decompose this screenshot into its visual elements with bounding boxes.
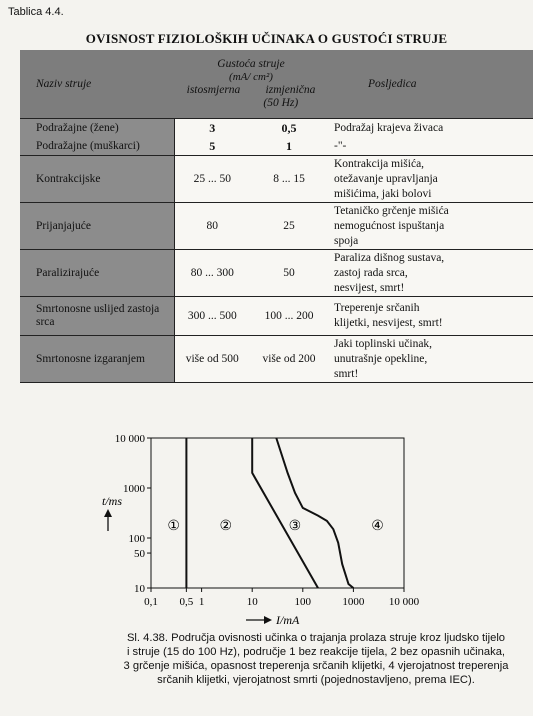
consequence-line: spoja (334, 234, 359, 247)
row-consequence (328, 297, 533, 336)
header-name: Naziv struje (20, 50, 174, 119)
row-consequence (328, 203, 533, 250)
y-axis-label: t/ms (102, 494, 123, 508)
consequence-line: unutrašnje opekline, (334, 352, 428, 365)
zone-label: ① (167, 519, 180, 534)
header-density-unit: (mA/ cm²) (229, 71, 273, 83)
table-row (20, 137, 533, 156)
table-title: OVISNOST FIZIOLOŠKIH UČINAKA O GUSTOĆI STRUJE (85, 31, 448, 46)
plot-frame (151, 438, 404, 588)
row-consequence (328, 137, 533, 156)
x-tick-label: 10 000 (388, 596, 420, 608)
duration-current-chart (0, 425, 533, 630)
consequence-line: nesvijest, smrt! (334, 281, 405, 294)
row-ac-value: 8 ... 15 (250, 156, 328, 203)
row-name: Smrtonosne uslijed zastoja srca (20, 297, 174, 336)
row-ac-value: više od 200 (250, 336, 328, 383)
figure-caption (116, 631, 516, 687)
row-dc-value: 3 (174, 119, 250, 138)
y-tick-label: 10 (134, 583, 145, 595)
header-density (174, 50, 328, 119)
row-name: Podražajne (žene) (20, 119, 174, 138)
consequence-line: Jaki toplinski učinak, (334, 337, 433, 350)
x-tick-label: 0,1 (144, 596, 158, 608)
consequence-line: smrt! (334, 367, 359, 380)
row-name: Paralizirajuće (20, 250, 174, 297)
consequence-line: Podražaj krajeva živaca (334, 121, 444, 134)
caption-line-1: Sl. 4.38. Područja ovisnosti učinka o trajanja prolaza struje kroz ljudsko tijelo (126, 632, 506, 644)
consequence-line: otežavanje upravljanja (334, 172, 438, 185)
consequence-line: nemogućnost ispuštanja (334, 219, 445, 232)
zone-label: ③ (288, 519, 302, 534)
consequence-line: Paraliza dišnog sustava, (334, 251, 445, 264)
row-ac-value: 1 (250, 137, 328, 156)
row-dc-value: 300 ... 500 (174, 297, 250, 336)
row-ac-value: 100 ... 200 (250, 297, 328, 336)
consequence-line: Tetaničko grčenje mišića (334, 204, 449, 217)
row-ac-value: 0,5 (250, 119, 328, 138)
x-tick-label: 100 (294, 596, 312, 608)
header-density-label: Gustoća struje (217, 58, 285, 70)
x-tick-label: 10 (246, 596, 258, 608)
consequence-line: zastoj rada srca, (334, 266, 408, 279)
physiological-effects-table (20, 50, 533, 383)
header-consequence: Posljedica (328, 50, 533, 119)
row-consequence (328, 119, 533, 138)
header-ac: izmjenična (265, 84, 316, 96)
row-dc-value: 80 (174, 203, 250, 250)
row-ac-value: 50 (250, 250, 328, 297)
x-tick-label: 1000 (342, 596, 365, 608)
table-body (20, 119, 533, 383)
table-row (20, 119, 533, 138)
caption-line-4: srčanih klijetki, vjerojatnost smrti (pojednostavljeno, prema IEC). (157, 674, 475, 686)
y-axis-arrowhead (104, 509, 112, 517)
caption-line-2: i struje (15 do 100 Hz), područje 1 bez reakcije tijela, 2 bez opasnih učinaka, (126, 646, 506, 658)
table-header-row (20, 50, 533, 119)
row-dc-value: 25 ... 50 (174, 156, 250, 203)
row-ac-value: 25 (250, 203, 328, 250)
y-tick-label: 1000 (123, 483, 145, 495)
x-tick-label: 0,5 (179, 596, 194, 608)
row-name: Smrtonosne izgaranjem (20, 336, 174, 383)
consequence-line: -"- (334, 139, 347, 152)
table-label: Tablica 4.4. (8, 6, 64, 18)
row-consequence (328, 250, 533, 297)
boundary-curve-2 (252, 438, 318, 588)
row-dc-value: 80 ... 300 (174, 250, 250, 297)
consequence-line: Kontrakcija mišića, (334, 157, 425, 170)
row-consequence (328, 336, 533, 383)
x-axis-label: I/mA (276, 613, 300, 627)
y-tick-label: 100 (128, 533, 145, 545)
table-row (20, 336, 533, 383)
header-ac-freq: (50 Hz) (263, 97, 299, 109)
row-name: Prijanjajuće (20, 203, 174, 250)
boundary-curve-3 (276, 438, 353, 588)
zone-label: ② (219, 519, 233, 534)
zone-label: ④ (371, 519, 384, 534)
table-row (20, 297, 533, 336)
consequence-line: mišićima, jaki bolovi (334, 187, 432, 200)
y-tick-label: 50 (134, 548, 145, 561)
row-dc-value: 5 (174, 137, 250, 156)
consequence-line: Treperenje srčanih (334, 302, 420, 314)
row-dc-value: više od 500 (174, 336, 250, 383)
x-axis-arrowhead (264, 616, 272, 624)
x-tick-label: 1 (198, 596, 205, 608)
table-row (20, 250, 533, 297)
table-row (20, 156, 533, 203)
consequence-line: klijetki, nesvijest, smrt! (334, 317, 443, 329)
y-tick-label: 10 000 (114, 433, 145, 445)
header-dc: istosmjerna (186, 84, 241, 96)
caption-line-3: 3 grčenje mišića, opasnost treperenja srčanih klijetki, 4 vjerojatnost treperenja (123, 660, 509, 672)
row-consequence (328, 156, 533, 203)
table-row (20, 203, 533, 250)
row-name: Kontrakcijske (20, 156, 174, 203)
row-name: Podražajne (muškarci) (20, 137, 174, 156)
